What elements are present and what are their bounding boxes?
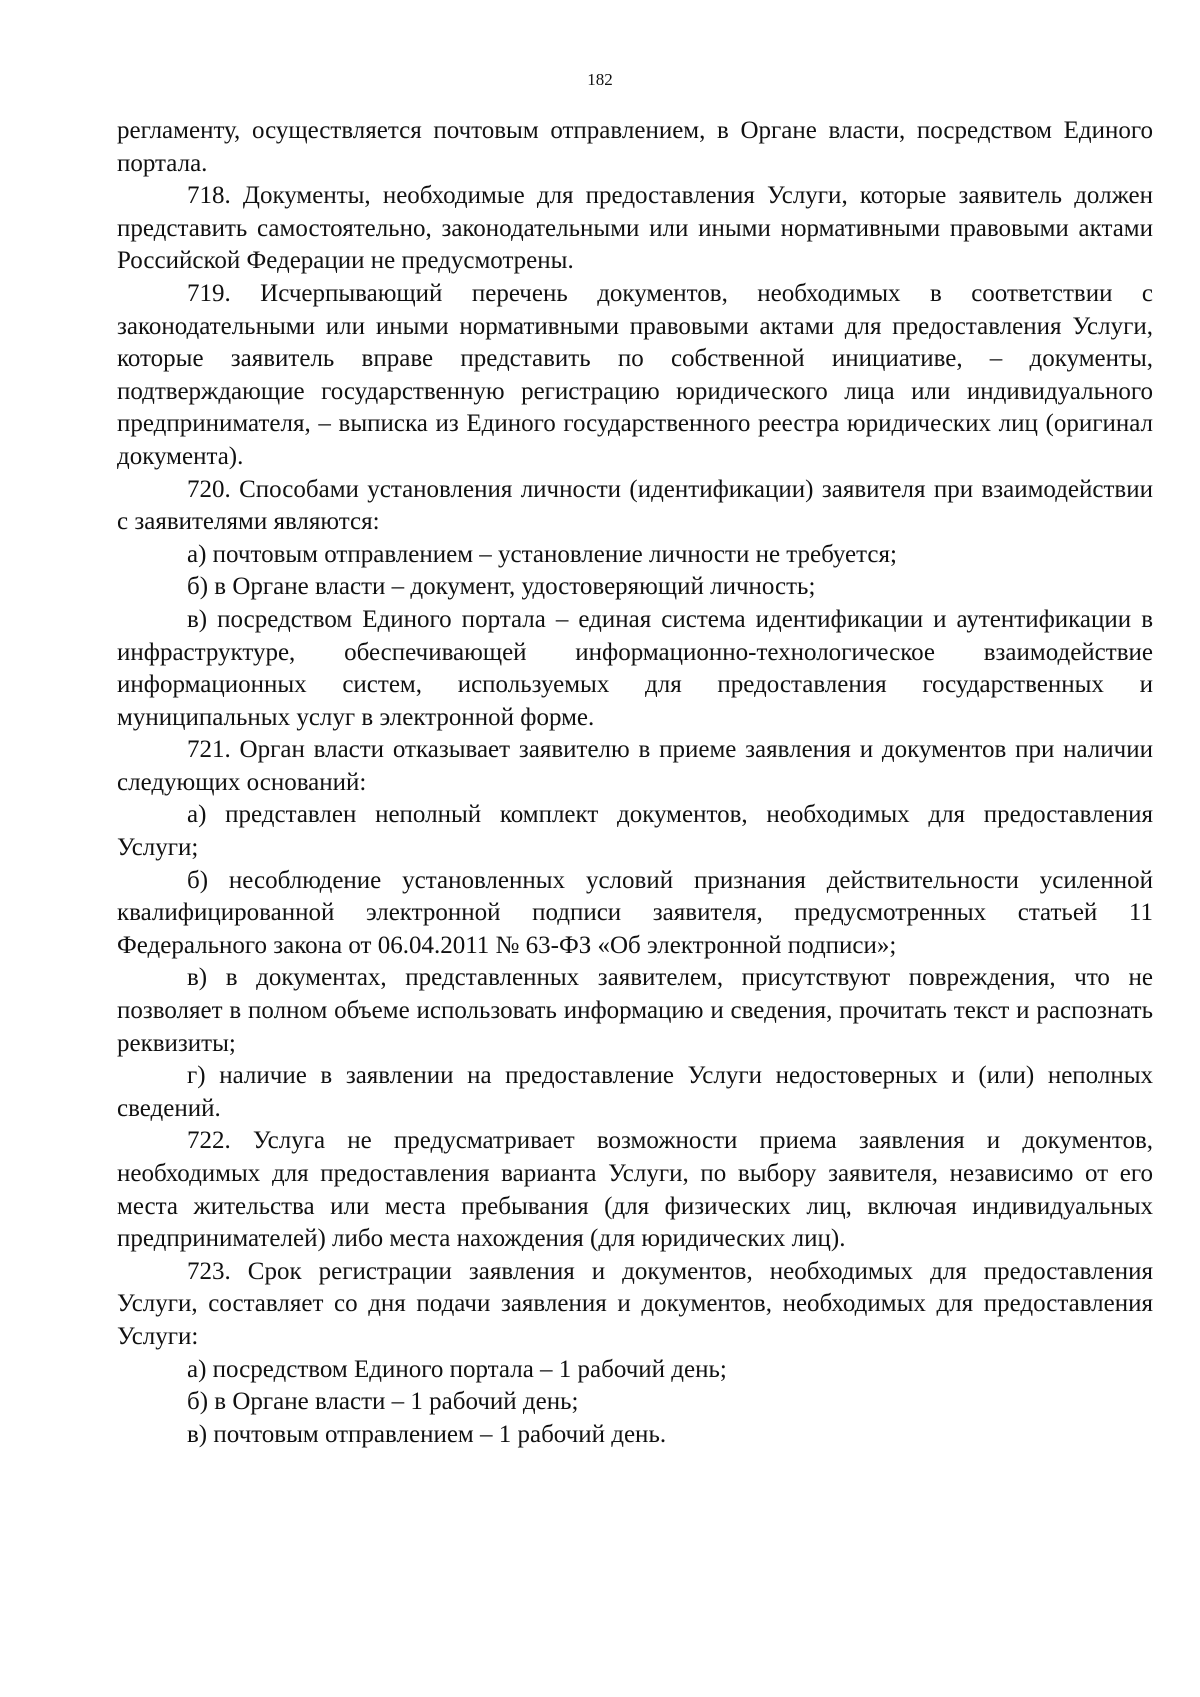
- paragraph: регламенту, осуществляется почтовым отправлением, в Органе власти, посредством Единого портала.: [117, 117, 1153, 177]
- paragraph-719: 719. Исчерпывающий перечень документов, необходимых в соответствии с законодательными или иными нормативными правовыми актами для предоставления Услуги, которые заявитель вправе представить по собственной инициативе, – документы, подтверждающие государственную регистрацию юридического лица или индивидуального предпринимателя, – выписка из Единого государственного реестра юридических лиц (оригинал документа).: [117, 279, 1153, 470]
- paragraph-718: 718. Документы, необходимые для предоставления Услуги, которые заявитель должен представить самостоятельно, законодательными или иными нормативными правовыми актами Российской Федерации не предусмотрены.: [117, 182, 1153, 275]
- document-body: [117, 115, 1153, 1451]
- list-item: в) в документах, представленных заявителем, присутствуют повреждения, что не позволяет в полном объеме использовать информацию и сведения, прочитать текст и распознать реквизиты;: [117, 964, 1153, 1057]
- list-item: а) посредством Единого портала – 1 рабочий день;: [187, 1355, 727, 1383]
- list-item: г) наличие в заявлении на предоставление Услуги недостоверных и (или) неполных сведений.: [117, 1062, 1153, 1122]
- list-item: б) в Органе власти – 1 рабочий день;: [187, 1388, 579, 1416]
- list-item: б) несоблюдение установленных условий признания действительности усиленной квалифицированной электронной подписи заявителя, предусмотренных статьей 11 Федерального закона от 06.04.2011 № 63-ФЗ «Об электронной подписи»;: [117, 866, 1153, 959]
- list-item: а) представлен неполный комплект документов, необходимых для предоставления Услуги;: [117, 801, 1153, 862]
- list-item: в) почтовым отправлением – 1 рабочий день.: [187, 1420, 667, 1448]
- paragraph-722: 722. Услуга не предусматривает возможности приема заявления и документов, необходимых для предоставления варианта Услуги, по выбору заявителя, независимо от его места жительства или места пребывания (для физических лиц, включая индивидуальных предпринимателей) либо места нахождения (для юридических лиц).: [117, 1127, 1153, 1253]
- list-item: в) посредством Единого портала – единая система идентификации и аутентификации в инфраструктуре, обеспечивающей информационно-технологическое взаимодействие информационных систем, используемых для предоставления государственных и муниципальных услуг в электронной форме.: [117, 605, 1153, 731]
- list-item: б) в Органе власти – документ, удостоверяющий личность;: [187, 573, 816, 601]
- paragraph-720: 720. Способами установления личности (идентификации) заявителя при взаимодействии с заявителями являются:: [117, 475, 1153, 536]
- list-item: а) почтовым отправлением – установление личности не требуется;: [187, 540, 897, 568]
- paragraph-723: 723. Срок регистрации заявления и документов, необходимых для предоставления Услуги, составляет со дня подачи заявления и документов, необходимых для предоставления Услуги:: [117, 1257, 1153, 1350]
- page-number: 182: [587, 70, 613, 89]
- paragraph-721: 721. Орган власти отказывает заявителю в приеме заявления и документов при наличии следующих оснований:: [117, 736, 1153, 796]
